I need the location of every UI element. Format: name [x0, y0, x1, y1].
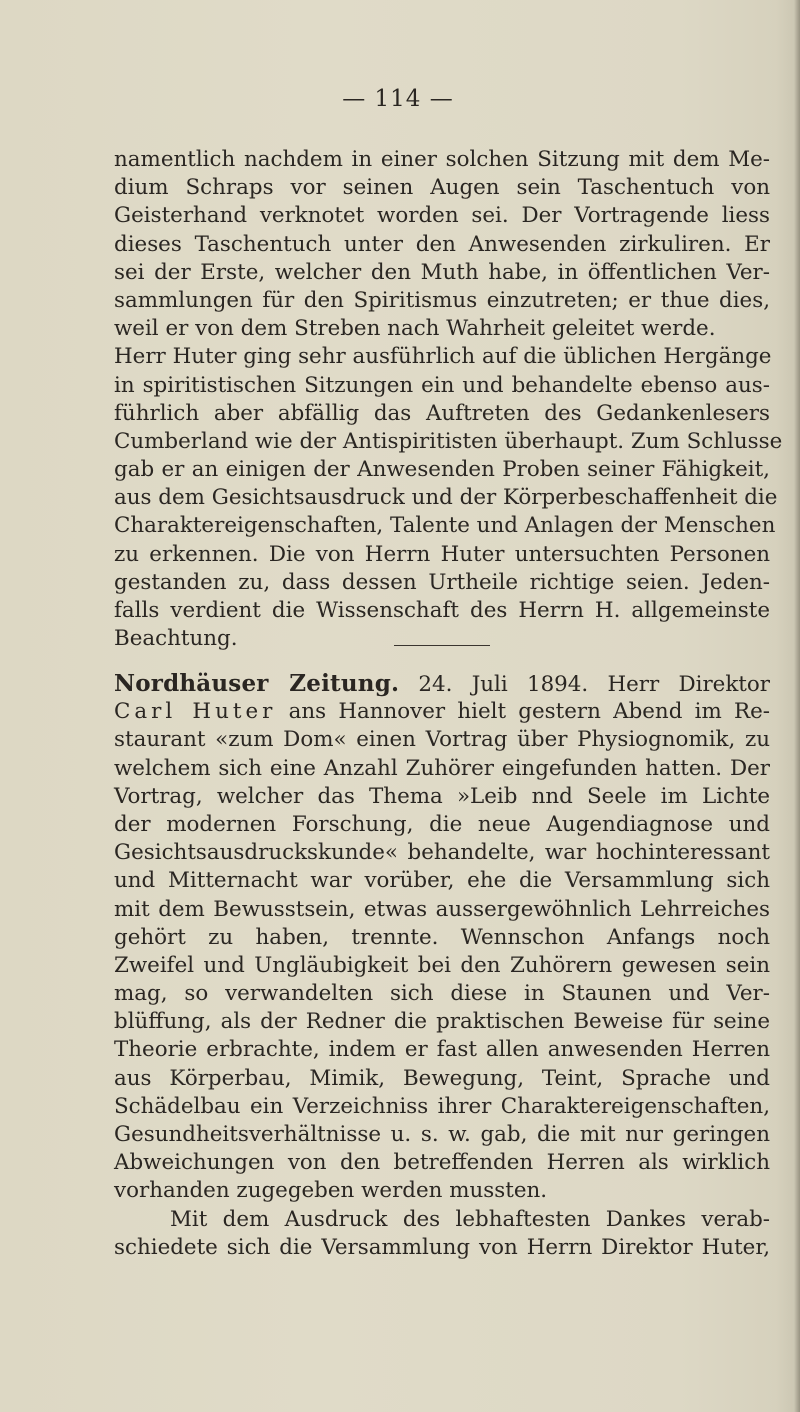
- text-line: sei der Erste, welcher den Muth habe, in öffentlichen Ver-: [114, 259, 770, 285]
- paragraph-newspaper-report: [114, 670, 770, 1262]
- text-line: gehört zu haben, trennte. Wennschon Anfangs noch: [114, 924, 770, 950]
- text-line: Charaktereigenschaften, Talente und Anlagen der Menschen: [114, 513, 776, 539]
- text-line: namentlich nachdem in einer solchen Sitzung mit dem Me-: [114, 147, 770, 172]
- newspaper-masthead: Nordhäuser Zeitung.: [114, 670, 400, 697]
- text-line: Vortrag, welcher das Thema »Leib nnd Seele im Lichte: [114, 783, 770, 809]
- text-line: gab er an einigen der Anwesenden Proben seiner Fähigkeit,: [114, 457, 770, 483]
- section-divider: [394, 645, 490, 646]
- speaker-name: Carl Huter: [114, 699, 277, 725]
- text-line: blüffung, als der Redner die praktischen Beweise für seine: [114, 1009, 770, 1035]
- text-line: mit dem Bewusstsein, etwas aussergewöhnlich Lehrreiches: [114, 896, 770, 922]
- text-line: gestanden zu, dass dessen Urtheile richtige seien. Jeden-: [114, 569, 770, 595]
- text-line: dium Schraps vor seinen Augen sein Taschentuch von: [114, 175, 770, 201]
- text-fragment: ans Hannover hielt gestern Abend im Re-: [276, 699, 770, 725]
- text-line: mag, so verwandelten sich diese in Staunen und Ver-: [114, 981, 770, 1007]
- dateline: 24. Juli 1894. Herr Direktor: [399, 672, 770, 697]
- page-number: — 114 —: [342, 86, 454, 112]
- text-line: aus dem Gesichtsausdruck und der Körperbeschaffenheit die: [114, 485, 778, 511]
- paragraph-spiritism-report: [114, 146, 783, 653]
- page-edge-shadow: [794, 0, 800, 1412]
- text-line: weil er von dem Streben nach Wahrheit geleitet werde.: [114, 316, 716, 342]
- text-line: welchem sich eine Anzahl Zuhörer eingefunden hatten. Der: [114, 755, 770, 781]
- text-line: Schädelbau ein Verzeichniss ihrer Charaktereigenschaften,: [114, 1093, 770, 1119]
- text-line: und Mitternacht war vorüber, ehe die Versammlung sich: [114, 868, 770, 894]
- text-line: staurant «zum Dom« einen Vortrag über Physiognomik, zu: [114, 727, 770, 753]
- text-line-masthead: [114, 670, 770, 698]
- text-line: Zweifel und Ungläubigkeit bei den Zuhörern gewesen sein: [114, 952, 770, 978]
- text-line-name: [114, 698, 770, 726]
- text-line: Cumberland wie der Antispiritisten überhaupt. Zum Schlusse: [114, 428, 783, 454]
- text-line: schiedete sich die Versammlung von Herrn Direktor Huter,: [114, 1234, 770, 1260]
- text-line: aus Körperbau, Mimik, Bewegung, Teint, Sprache und: [114, 1065, 770, 1091]
- text-line: falls verdient die Wissenschaft des Herrn H. allgemeinste: [114, 598, 770, 623]
- text-line: führlich aber abfällig das Auftreten des Gedankenlesers: [114, 400, 770, 426]
- text-line: Theorie erbrachte, indem er fast allen anwesenden Herren: [114, 1037, 770, 1063]
- text-line: dieses Taschentuch unter den Anwesenden zirkuliren. Er: [114, 231, 770, 257]
- text-line: sammlungen für den Spiritismus einzutreten; er thue dies,: [114, 287, 770, 313]
- text-line: Geisterhand verknotet worden sei. Der Vortragende liess: [114, 203, 770, 229]
- text-line: Gesichtsausdruckskunde« behandelte, war hochinteressant: [114, 840, 770, 866]
- text-line: Mit dem Ausdruck des lebhaftesten Dankes verab-: [170, 1206, 770, 1232]
- text-line: der modernen Forschung, die neue Augendiagnose und: [114, 811, 770, 837]
- text-line: Herr Huter ging sehr ausführlich auf die üblichen Hergänge: [114, 344, 772, 370]
- text-line: zu erkennen. Die von Herrn Huter untersuchten Personen: [114, 541, 770, 567]
- text-line: Abweichungen von den betreffenden Herren als wirklich: [114, 1150, 770, 1176]
- text-line: in spiritistischen Sitzungen ein und behandelte ebenso aus-: [114, 372, 770, 398]
- text-line: vorhanden zugegeben werden mussten.: [114, 1178, 548, 1204]
- text-line: Gesundheitsverhältnisse u. s. w. gab, die mit nur geringen: [114, 1122, 770, 1147]
- text-line: Beachtung.: [114, 626, 238, 652]
